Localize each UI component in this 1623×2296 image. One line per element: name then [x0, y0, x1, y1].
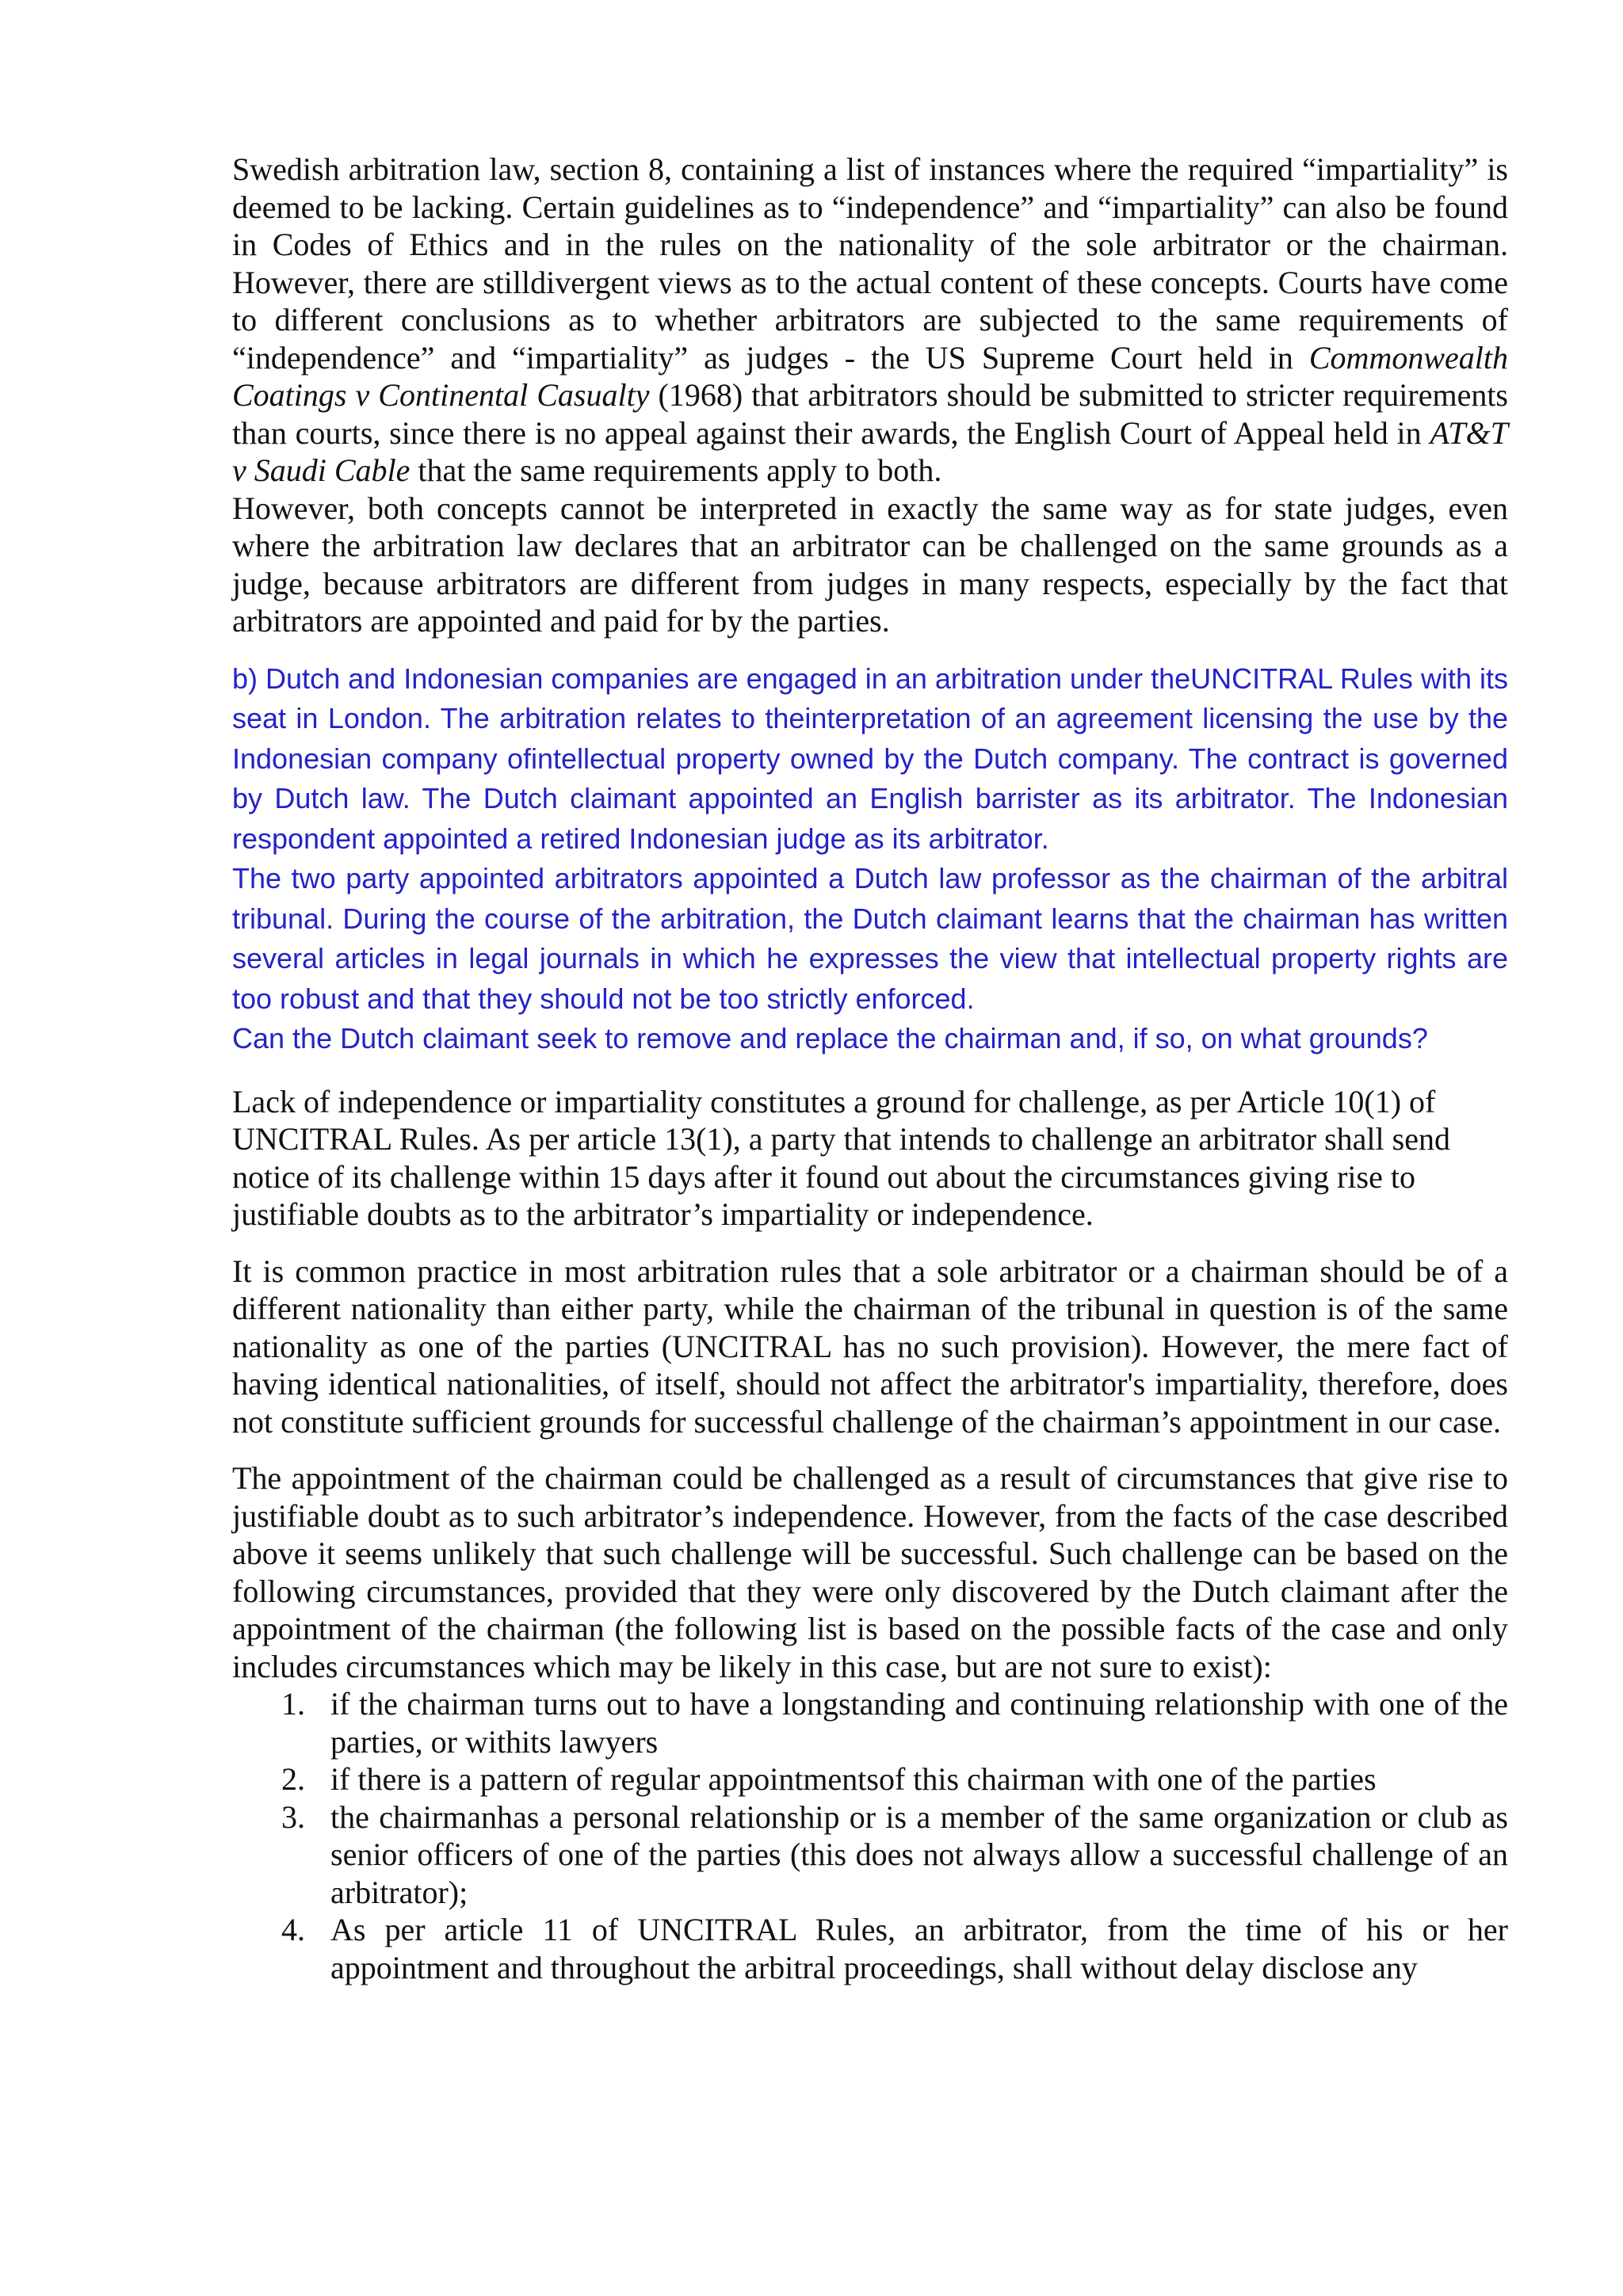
list-item-number: 4. [281, 1912, 305, 1947]
list-item-number: 1. [281, 1686, 305, 1722]
intro-text-part3: that the same requirements apply to both. [410, 452, 942, 488]
list-item-text: As per article 11 of UNCITRAL Rules, an arbitrator, from the time of his or her appointment and throughout the arbitral proceedings, shall without delay disclose any [330, 1912, 1508, 1985]
list-item [232, 1760, 1508, 1798]
intro-paragraph [232, 151, 1508, 490]
question-ask: Can the Dutch claimant seek to remove and replace the chairman and, if so, on what grounds? [232, 1022, 1428, 1055]
list-item [232, 1685, 1508, 1760]
question-block [232, 659, 1508, 1059]
circumstances-list [232, 1685, 1508, 1986]
case-att-saudi-cable: AT&T v Saudi Cable [232, 414, 1508, 488]
case-commonwealth-coatings: Commonwealth Coatings v Continental Casualty [232, 339, 1508, 413]
list-item-text: if the chairman turns out to have a longstanding and continuing relationship with one of the parties, or withits lawyers [330, 1686, 1508, 1760]
document-page [232, 151, 1508, 1986]
list-item-text: if there is a pattern of regular appointmentsof this chairman with one of the parties [330, 1761, 1377, 1797]
intro-text-part2: (1968) that arbitrators should be submitted to stricter requirements than courts, since there is no appeal against their awards, the English Court of Appeal held in [232, 377, 1508, 451]
list-item-number: 3. [281, 1798, 305, 1835]
list-item-number: 2. [281, 1761, 305, 1797]
intro-paragraph-2: However, both concepts cannot be interpreted in exactly the same way as for state judges, even where the arbitration law declares that an arbitrator can be challenged on the same grounds as a judge, because arbitrators are different from judges in many respects, especially by the fact that arbitrators are appointed and paid for by the parties. [232, 490, 1508, 639]
list-item-text: the chairmanhas a personal relationship or is a member of the same organization or club as senior officers of one of the parties (this does not always allow a successful challenge of an arbitrator); [330, 1798, 1508, 1910]
list-item [232, 1798, 1508, 1912]
answer-paragraph-1: Lack of independence or impartiality constitutes a ground for challenge, as per Article 10(1) of UNCITRAL Rules. As per article 13(1), a party that intends to challenge an arbitrator shall send notice of its challenge within 15 days after it found out about the circumstances giving rise to justifiable doubts as to the arbitrator’s impartiality or independence. [232, 1083, 1450, 1232]
question-facts: b) Dutch and Indonesian companies are engaged in an arbitration under theUNCITRAL Rules with its seat in London. The arbitration relates to theinterpretation of an agreement licensing the use by the Indonesian company ofintellectual property owned by the Dutch company. The contract is governed by Dutch law. The Dutch claimant appointed an English barrister as its arbitrator. The Indonesian respondent appointed a retired Indonesian judge as its arbitrator. [232, 662, 1508, 855]
intro-text-part1: Swedish arbitration law, section 8, containing a list of instances where the required “impartiality” is deemed to be lacking. Certain guidelines as to “independence” and “impartiality” can also be found in Codes of Ethics and in the rules on the nationality of the sole arbitrator or the chairman. However, there are stilldivergent views as to the actual content of these concepts. Courts have come to different conclusions as to whether arbitrators are subjected to the same requirements of “independence” and “impartiality” as judges - the US Supreme Court held in [232, 151, 1508, 376]
question-tribunal: The two party appointed arbitrators appointed a Dutch law professor as the chairman of the arbitral tribunal. During the course of the arbitration, the Dutch claimant learns that the chairman has written several articles in legal journals in which he expresses the view that intellectual property rights are too robust and that they should not be too strictly enforced. [232, 862, 1508, 1015]
answer-paragraph-3: The appointment of the chairman could be challenged as a result of circumstances that give rise to justifiable doubt as to such arbitrator’s independence. However, from the facts of the case described above it seems unlikely that such challenge will be successful. Such challenge can be based on the following circumstances, provided that they were only discovered by the Dutch claimant after the appointment of the chairman (the following list is based on the possible facts of the case and only includes circumstances which may be likely in this case, but are not sure to exist): [232, 1460, 1508, 1684]
answer-paragraph-2: It is common practice in most arbitration rules that a sole arbitrator or a chairman should be of a different nationality than either party, while the chairman of the tribunal in question is of the same nationality as one of the parties (UNCITRAL has no such provision). However, the mere fact of having identical nationalities, of itself, should not affect the arbitrator's impartiality, therefore, does not constitute sufficient grounds for successful challenge of the chairman’s appointment in our case. [232, 1253, 1508, 1440]
list-item [232, 1911, 1508, 1986]
